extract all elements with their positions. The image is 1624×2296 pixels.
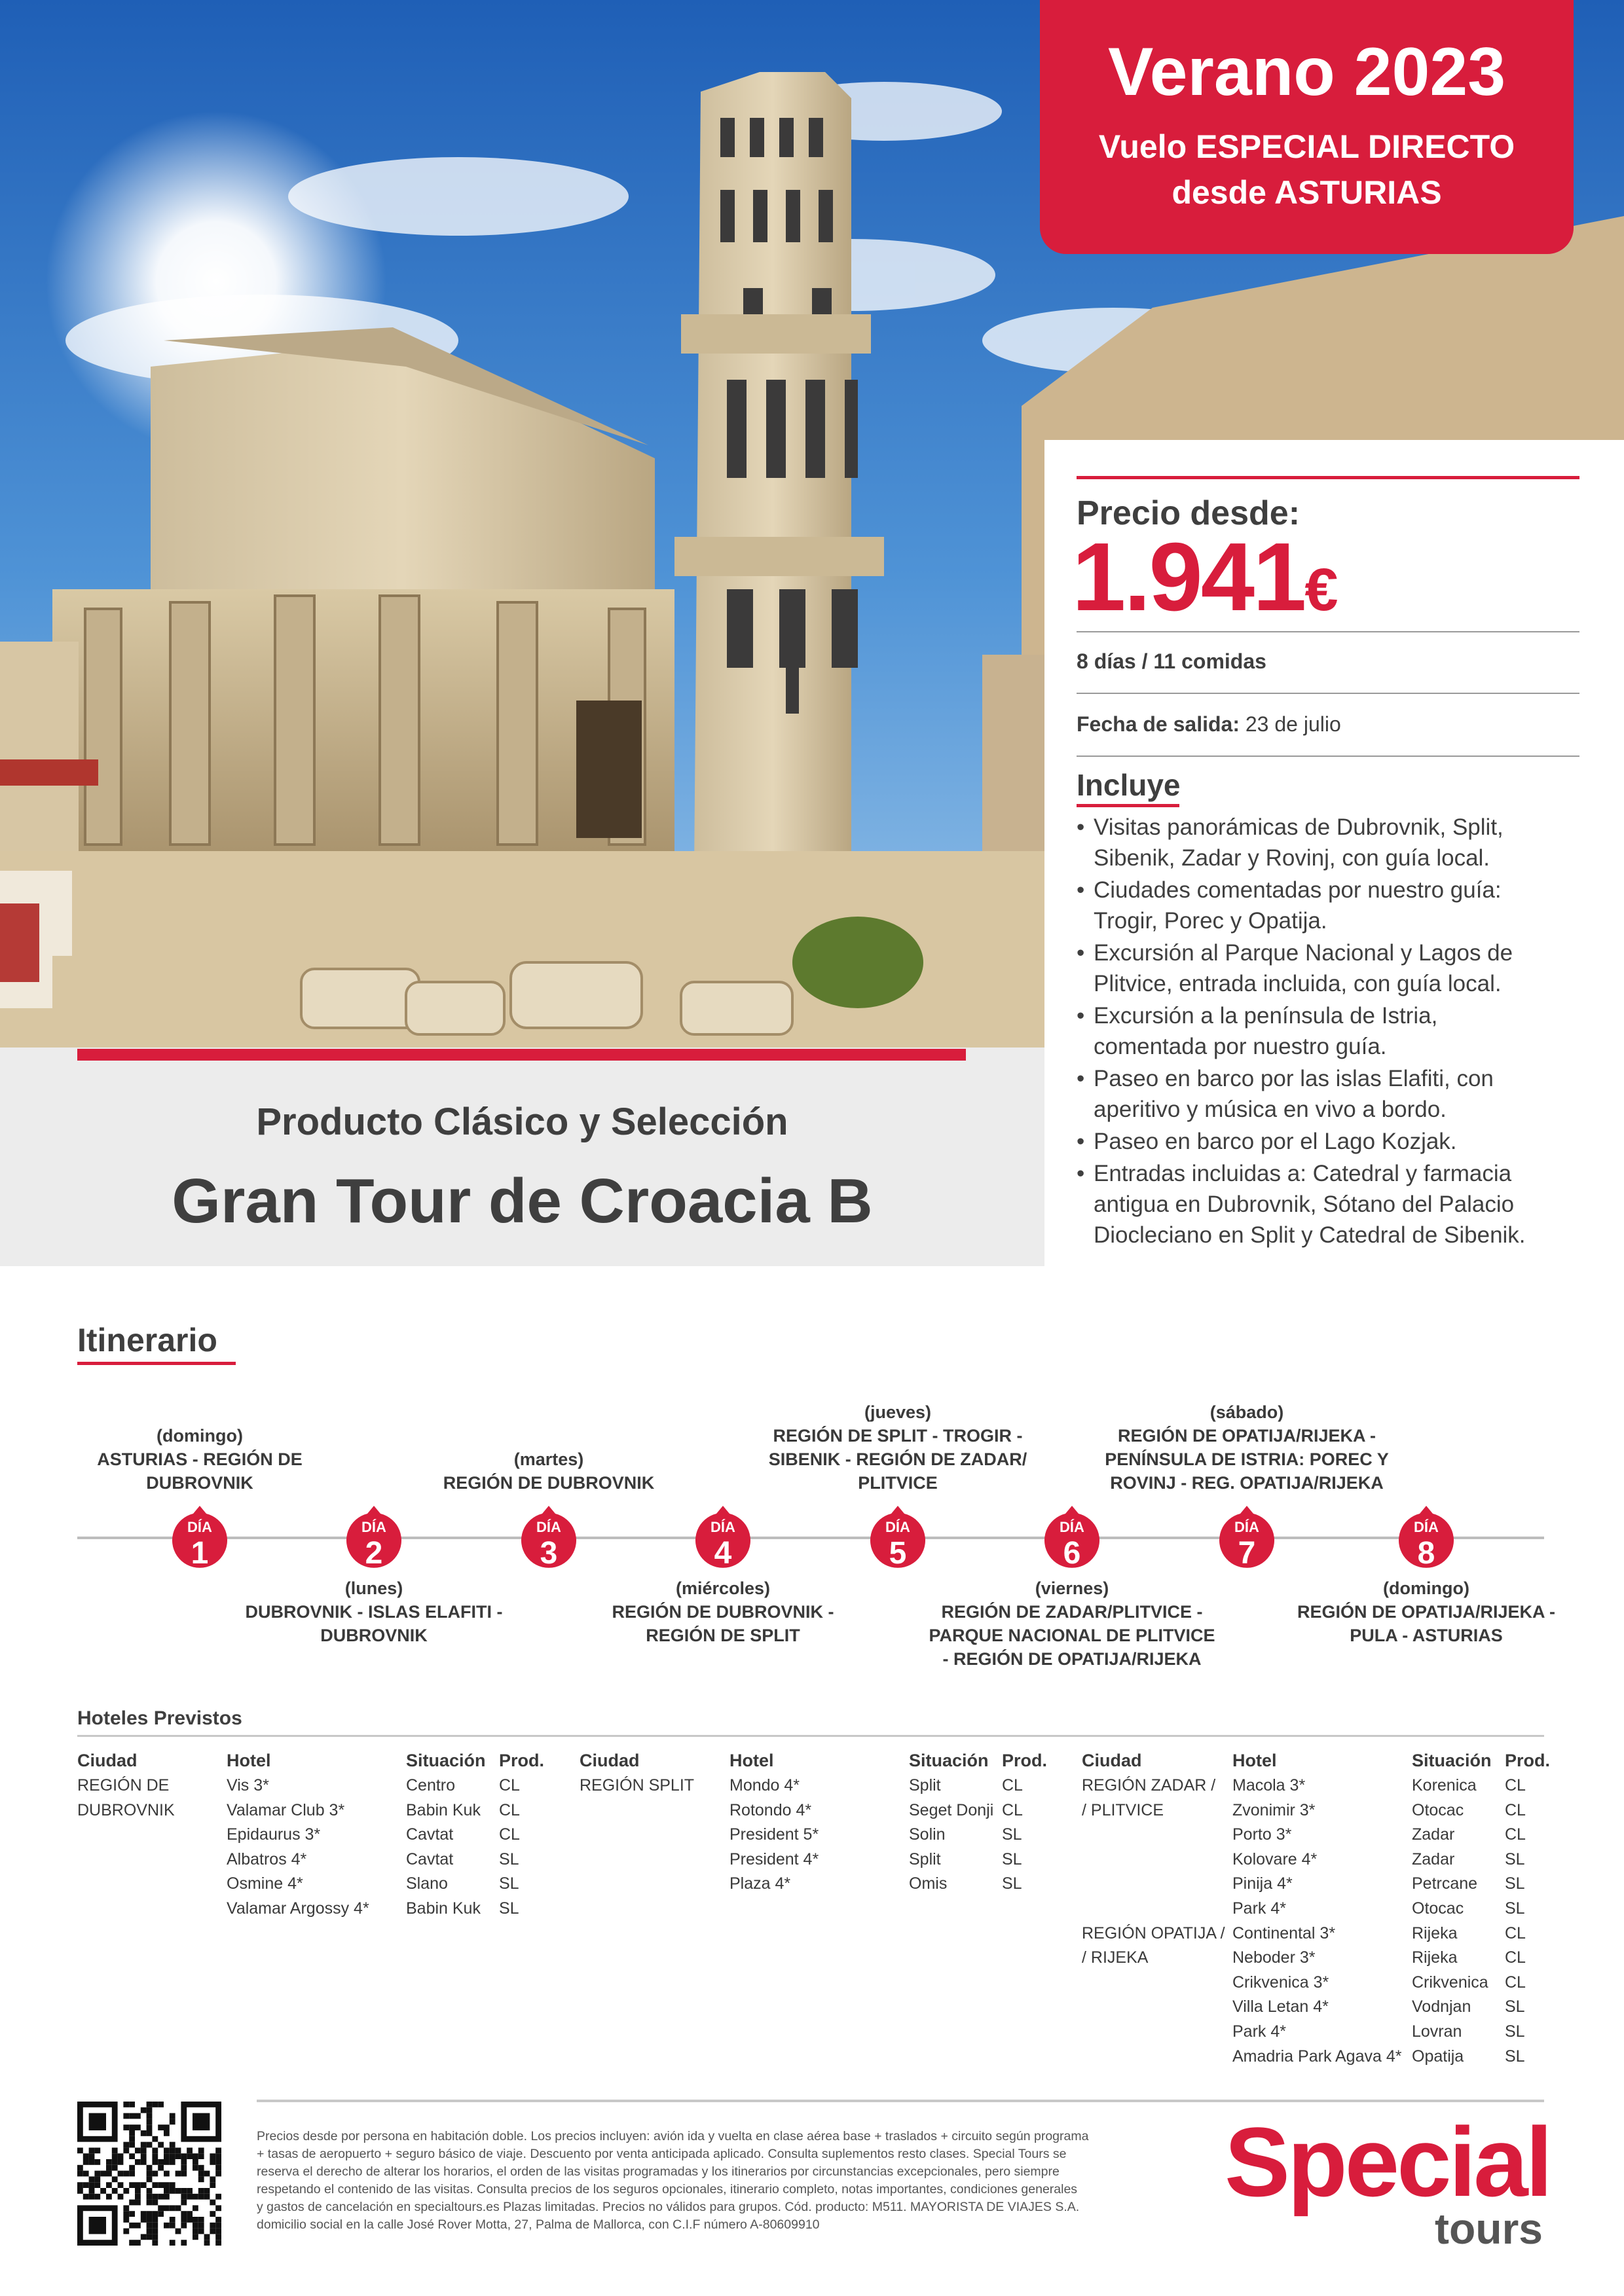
hotel-name: Continental 3* [1232, 1923, 1336, 1942]
hotels-top-line [77, 1735, 1544, 1737]
hotel-name: Plaza 4* [729, 1874, 791, 1893]
day-route-line: REGIÓN DE OPATIJA/RIJEKA - [1297, 1602, 1556, 1622]
fine-print-line: respetando el contenido de las visitas. Consulta precios de los seguros opcionales, itinerario completo, notas importantes, condiciones generales [257, 2182, 1078, 2196]
fine-print-line: domicilio social en la calle José Rover Motta, 27, Palma de Mallorca, con C.I.F número A-80609910 [257, 2217, 820, 2232]
hotel-location: Zadar [1412, 1825, 1455, 1844]
day-route-line: PLITVICE [858, 1473, 938, 1493]
season-badge [1040, 0, 1574, 254]
hotel-name: Valamar Club 3* [227, 1800, 345, 1819]
day-route-line: DUBROVNIK - ISLAS ELAFITI - [245, 1602, 503, 1622]
hotel-location: Cavtat [406, 1825, 454, 1844]
day-description [754, 1400, 1042, 1495]
logo-sub: tours [1435, 2204, 1543, 2253]
hotels-header: Prod. [499, 1751, 545, 1770]
hotel-product: SL [499, 1899, 519, 1918]
season-title: Verano 2023 [1107, 34, 1506, 110]
day-weekday: (sábado) [1209, 1402, 1284, 1422]
hotel-name: Albatros 4* [227, 1850, 307, 1868]
hotels-header: Hotel [729, 1751, 774, 1770]
hotel-city: REGIÓN DE [77, 1776, 170, 1795]
hotel-location: Babin Kuk [406, 1899, 481, 1918]
hotel-name: Crikvenica 3* [1232, 1973, 1329, 1992]
day-route-line: PULA - ASTURIAS [1350, 1626, 1503, 1645]
day-route-line: PARQUE NACIONAL DE PLITVICE [929, 1626, 1215, 1645]
day-description [928, 1576, 1216, 1671]
hotel-product: SL [1002, 1850, 1022, 1868]
day-route-line: ASTURIAS - REGIÓN DE [97, 1449, 303, 1469]
hotel-product: SL [1505, 1899, 1525, 1918]
hotel-location: Otocac [1412, 1800, 1464, 1819]
hotel-city: / PLITVICE [1082, 1800, 1164, 1819]
day-marker [1219, 1506, 1274, 1571]
day-marker [521, 1506, 576, 1571]
hotel-location: Split [909, 1850, 941, 1868]
special-tours-logo [1225, 2107, 1551, 2253]
logo-main: Special [1225, 2107, 1551, 2217]
hotel-name: Macola 3* [1232, 1776, 1306, 1795]
price-panel [1044, 440, 1624, 1266]
hotels-title: Hoteles Previstos [77, 1707, 242, 1729]
itinerary-title: Itinerario [77, 1322, 217, 1358]
hotel-location: Rijeka [1412, 1923, 1458, 1942]
hotel-name: Amadria Park Agava 4* [1232, 2047, 1402, 2066]
day-route-line: PENÍNSULA DE ISTRIA: POREC Y [1105, 1449, 1389, 1469]
departure-date: Fecha de salida: 23 de julio [1077, 712, 1341, 736]
hotel-city: REGIÓN ZADAR / [1082, 1776, 1216, 1795]
hotels-header: Situación [909, 1751, 989, 1770]
day-number: 7 [1238, 1536, 1256, 1571]
fine-print-line: reserva el derecho de alterar los horarios, el orden de las visitas programadas y los itinerarios por circunstancias excepcionales, pero siempre [257, 2164, 1060, 2179]
hotel-product: SL [1002, 1874, 1022, 1893]
hotel-name: Park 4* [1232, 1899, 1286, 1918]
day-marker [172, 1506, 227, 1571]
hotel-location: Seget Donji [909, 1800, 994, 1819]
day-marker [346, 1506, 401, 1571]
day-route-line: REGIÓN DE SPLIT - TROGIR - [773, 1426, 1023, 1446]
product-title: Gran Tour de Croacia B [172, 1166, 873, 1236]
hotel-location: Vodnjan [1412, 1997, 1471, 2016]
hotel-name: Epidaurus 3* [227, 1825, 321, 1844]
day-route-line: REGIÓN DE ZADAR/PLITVICE - [941, 1602, 1203, 1622]
hotel-product: CL [1002, 1800, 1023, 1819]
hotel-name: Villa Letan 4* [1232, 1997, 1329, 2016]
day-description [230, 1576, 518, 1647]
fine-print-line: + tasas de aeropuerto + seguro básico de viaje. Descuento por venta anticipada aplicado. Consulta suplementos resto clases. Special Tours se [257, 2147, 1067, 2161]
hotel-city: REGIÓN OPATIJA / [1082, 1923, 1225, 1942]
day-word: DÍA [1060, 1519, 1084, 1535]
incluye-title: Incluye [1077, 768, 1181, 802]
hotels-header: Ciudad [1082, 1751, 1142, 1770]
title-accent-line [77, 1049, 966, 1061]
day-marker [1044, 1506, 1099, 1571]
hotel-name: President 4* [729, 1850, 819, 1868]
hotel-name: Neboder 3* [1232, 1948, 1316, 1967]
product-subtitle: Producto Clásico y Selección [256, 1101, 788, 1143]
fine-print [257, 2128, 1160, 2234]
hotel-location: Korenica [1412, 1776, 1477, 1795]
hotel-product: SL [499, 1850, 519, 1868]
hotel-name: Pinija 4* [1232, 1874, 1293, 1893]
hotel-product: CL [1002, 1776, 1023, 1795]
hotel-product: CL [1505, 1776, 1526, 1795]
hotel-name: Park 4* [1232, 2022, 1286, 2041]
hotel-location: Cavtat [406, 1850, 454, 1868]
hotel-product: SL [1505, 1850, 1525, 1868]
day-route-line: ROVINJ - REG. OPATIJA/RIJEKA [1110, 1473, 1384, 1493]
incluye-item: • Entradas incluidas a: Catedral y farmacia antigua en Dubrovnik, Sótano del Palacio Diocleciano en Split y Catedral de Sibenik. [1077, 1158, 1600, 1250]
hotels-header: Hotel [1232, 1751, 1277, 1770]
incluye-item: • Excursión al Parque Nacional y Lagos de Plitvice, entrada incluida, con guía local. [1077, 938, 1600, 999]
day-description [1282, 1576, 1570, 1647]
flight-line-1: Vuelo ESPECIAL DIRECTO [1098, 128, 1515, 166]
incluye-item: • Paseo en barco por el Lago Kozjak. [1077, 1126, 1600, 1157]
hotel-location: Petrcane [1412, 1874, 1478, 1893]
day-word: DÍA [1234, 1519, 1259, 1535]
day-number: 8 [1417, 1536, 1435, 1571]
incluye-item: • Excursión a la península de Istria, comentada por nuestro guía. [1077, 1000, 1600, 1062]
hotel-location: Opatija [1412, 2047, 1464, 2066]
hotel-location: Lovran [1412, 2022, 1462, 2041]
qr-code [77, 2102, 221, 2246]
fine-print-line: Precios desde por persona en habitación doble. Los precios incluyen: avión ida y vuelta en clase aérea base + traslados + circuito según programa [257, 2129, 1089, 2143]
hotel-location: Otocac [1412, 1899, 1464, 1918]
day-weekday: (miércoles) [675, 1578, 771, 1598]
itinerary-underline [77, 1362, 236, 1365]
hotel-product: CL [1505, 1923, 1526, 1942]
day-description [405, 1448, 693, 1495]
day-number: 5 [889, 1536, 907, 1571]
hotel-location: Crikvenica [1412, 1973, 1488, 1992]
day-weekday: (lunes) [344, 1578, 403, 1598]
hotels-header: Situación [406, 1751, 486, 1770]
footer-line [257, 2100, 1544, 2102]
timeline-line [77, 1537, 1544, 1539]
hotel-location: Slano [406, 1874, 448, 1893]
hotel-name: Mondo 4* [729, 1776, 800, 1795]
day-number: 2 [365, 1536, 383, 1571]
hotel-product: CL [1505, 1800, 1526, 1819]
day-route-line: REGIÓN DE SPLIT [646, 1626, 800, 1645]
day-number: 6 [1063, 1536, 1081, 1571]
day-description [56, 1424, 344, 1495]
hotel-product: SL [1505, 1997, 1525, 2016]
hotel-name: Porto 3* [1232, 1825, 1292, 1844]
hotel-product: SL [1505, 2022, 1525, 2041]
hotels-header: Ciudad [77, 1751, 138, 1770]
day-marker [870, 1506, 925, 1571]
trip-duration: 8 días / 11 comidas [1077, 649, 1266, 673]
day-route-line: REGIÓN DE OPATIJA/RIJEKA - [1117, 1426, 1376, 1446]
day-route-line: DUBROVNIK [320, 1626, 428, 1645]
day-description [579, 1576, 867, 1647]
day-number: 3 [540, 1536, 558, 1571]
price-label: Precio desde: [1077, 494, 1301, 532]
hotel-city: DUBROVNIK [77, 1800, 175, 1819]
hotel-name: Vis 3* [227, 1776, 269, 1795]
day-route-line: SIBENIK - REGIÓN DE ZADAR/ [768, 1449, 1027, 1469]
day-word: DÍA [710, 1519, 735, 1535]
day-route-line: REGIÓN DE DUBROVNIK [443, 1473, 655, 1493]
hotel-product: CL [1505, 1825, 1526, 1844]
hotel-city: REGIÓN SPLIT [580, 1776, 695, 1795]
hotel-product: CL [1505, 1948, 1526, 1967]
hotel-name: Rotondo 4* [729, 1800, 812, 1819]
day-word: DÍA [536, 1519, 561, 1535]
incluye-list [1077, 812, 1600, 1252]
day-weekday: (domingo) [1383, 1578, 1469, 1598]
hotel-product: SL [1002, 1825, 1022, 1844]
hotel-product: CL [499, 1825, 520, 1844]
hotel-location: Omis [909, 1874, 948, 1893]
day-word: DÍA [361, 1519, 386, 1535]
hotel-name: Valamar Argossy 4* [227, 1899, 369, 1918]
incluye-underline [1077, 804, 1179, 807]
day-route-line: REGIÓN DE DUBROVNIK - [612, 1602, 834, 1622]
day-word: DÍA [885, 1519, 910, 1535]
day-route-line: - REGIÓN DE OPATIJA/RIJEKA [942, 1649, 1202, 1669]
day-marker [695, 1506, 750, 1571]
day-description [1103, 1400, 1391, 1495]
incluye-item: • Visitas panorámicas de Dubrovnik, Split, Sibenik, Zadar y Rovinj, con guía local. [1077, 812, 1600, 873]
day-marker [1399, 1506, 1454, 1571]
hotel-location: Solin [909, 1825, 946, 1844]
hotel-location: Rijeka [1412, 1948, 1458, 1967]
day-word: DÍA [1414, 1519, 1439, 1535]
hotels-header: Ciudad [580, 1751, 640, 1770]
hotel-location: Centro [406, 1776, 456, 1795]
hotel-product: CL [1505, 1973, 1526, 1992]
hotel-product: SL [1505, 2047, 1525, 2066]
hotel-name: Kolovare 4* [1232, 1850, 1318, 1868]
day-route-line: DUBROVNIK [146, 1473, 253, 1493]
flight-line-2: desde ASTURIAS [1172, 174, 1442, 211]
hotel-name: Osmine 4* [227, 1874, 303, 1893]
hotels-header: Prod. [1505, 1751, 1551, 1770]
hotel-product: SL [499, 1874, 519, 1893]
hotel-location: Zadar [1412, 1850, 1455, 1868]
hotel-location: Babin Kuk [406, 1800, 481, 1819]
incluye-item: • Ciudades comentadas por nuestro guía: Trogir, Porec y Opatija. [1077, 875, 1600, 936]
hotel-name: President 5* [729, 1825, 819, 1844]
price-top-line [1077, 476, 1579, 479]
hotels-header: Prod. [1002, 1751, 1048, 1770]
day-number: 1 [191, 1536, 209, 1571]
day-weekday: (jueves) [864, 1402, 932, 1422]
hotel-product: CL [499, 1776, 520, 1795]
day-word: DÍA [187, 1519, 212, 1535]
hotel-name: Zvonimir 3* [1232, 1800, 1316, 1819]
day-weekday: (domingo) [157, 1426, 243, 1446]
day-weekday: (martes) [513, 1449, 584, 1469]
hotel-location: Split [909, 1776, 941, 1795]
fine-print-line: y gastos de cancelación en specialtours.es Plazas limitadas. Precios no válidos para grupos. Cód. producto: M511. MAYORISTA DE VIAJES S.A. [257, 2200, 1080, 2214]
day-weekday: (viernes) [1035, 1578, 1109, 1598]
hotels-header: Situación [1412, 1751, 1492, 1770]
day-number: 4 [714, 1536, 732, 1571]
price-amount: 1.941€ [1072, 523, 1337, 631]
hotels-header: Hotel [227, 1751, 271, 1770]
hotel-city: / RIJEKA [1082, 1948, 1149, 1967]
incluye-item: • Paseo en barco por las islas Elafiti, con aperitivo y música en vivo a bordo. [1077, 1063, 1600, 1125]
hotel-product: CL [499, 1800, 520, 1819]
hotel-product: SL [1505, 1874, 1525, 1893]
